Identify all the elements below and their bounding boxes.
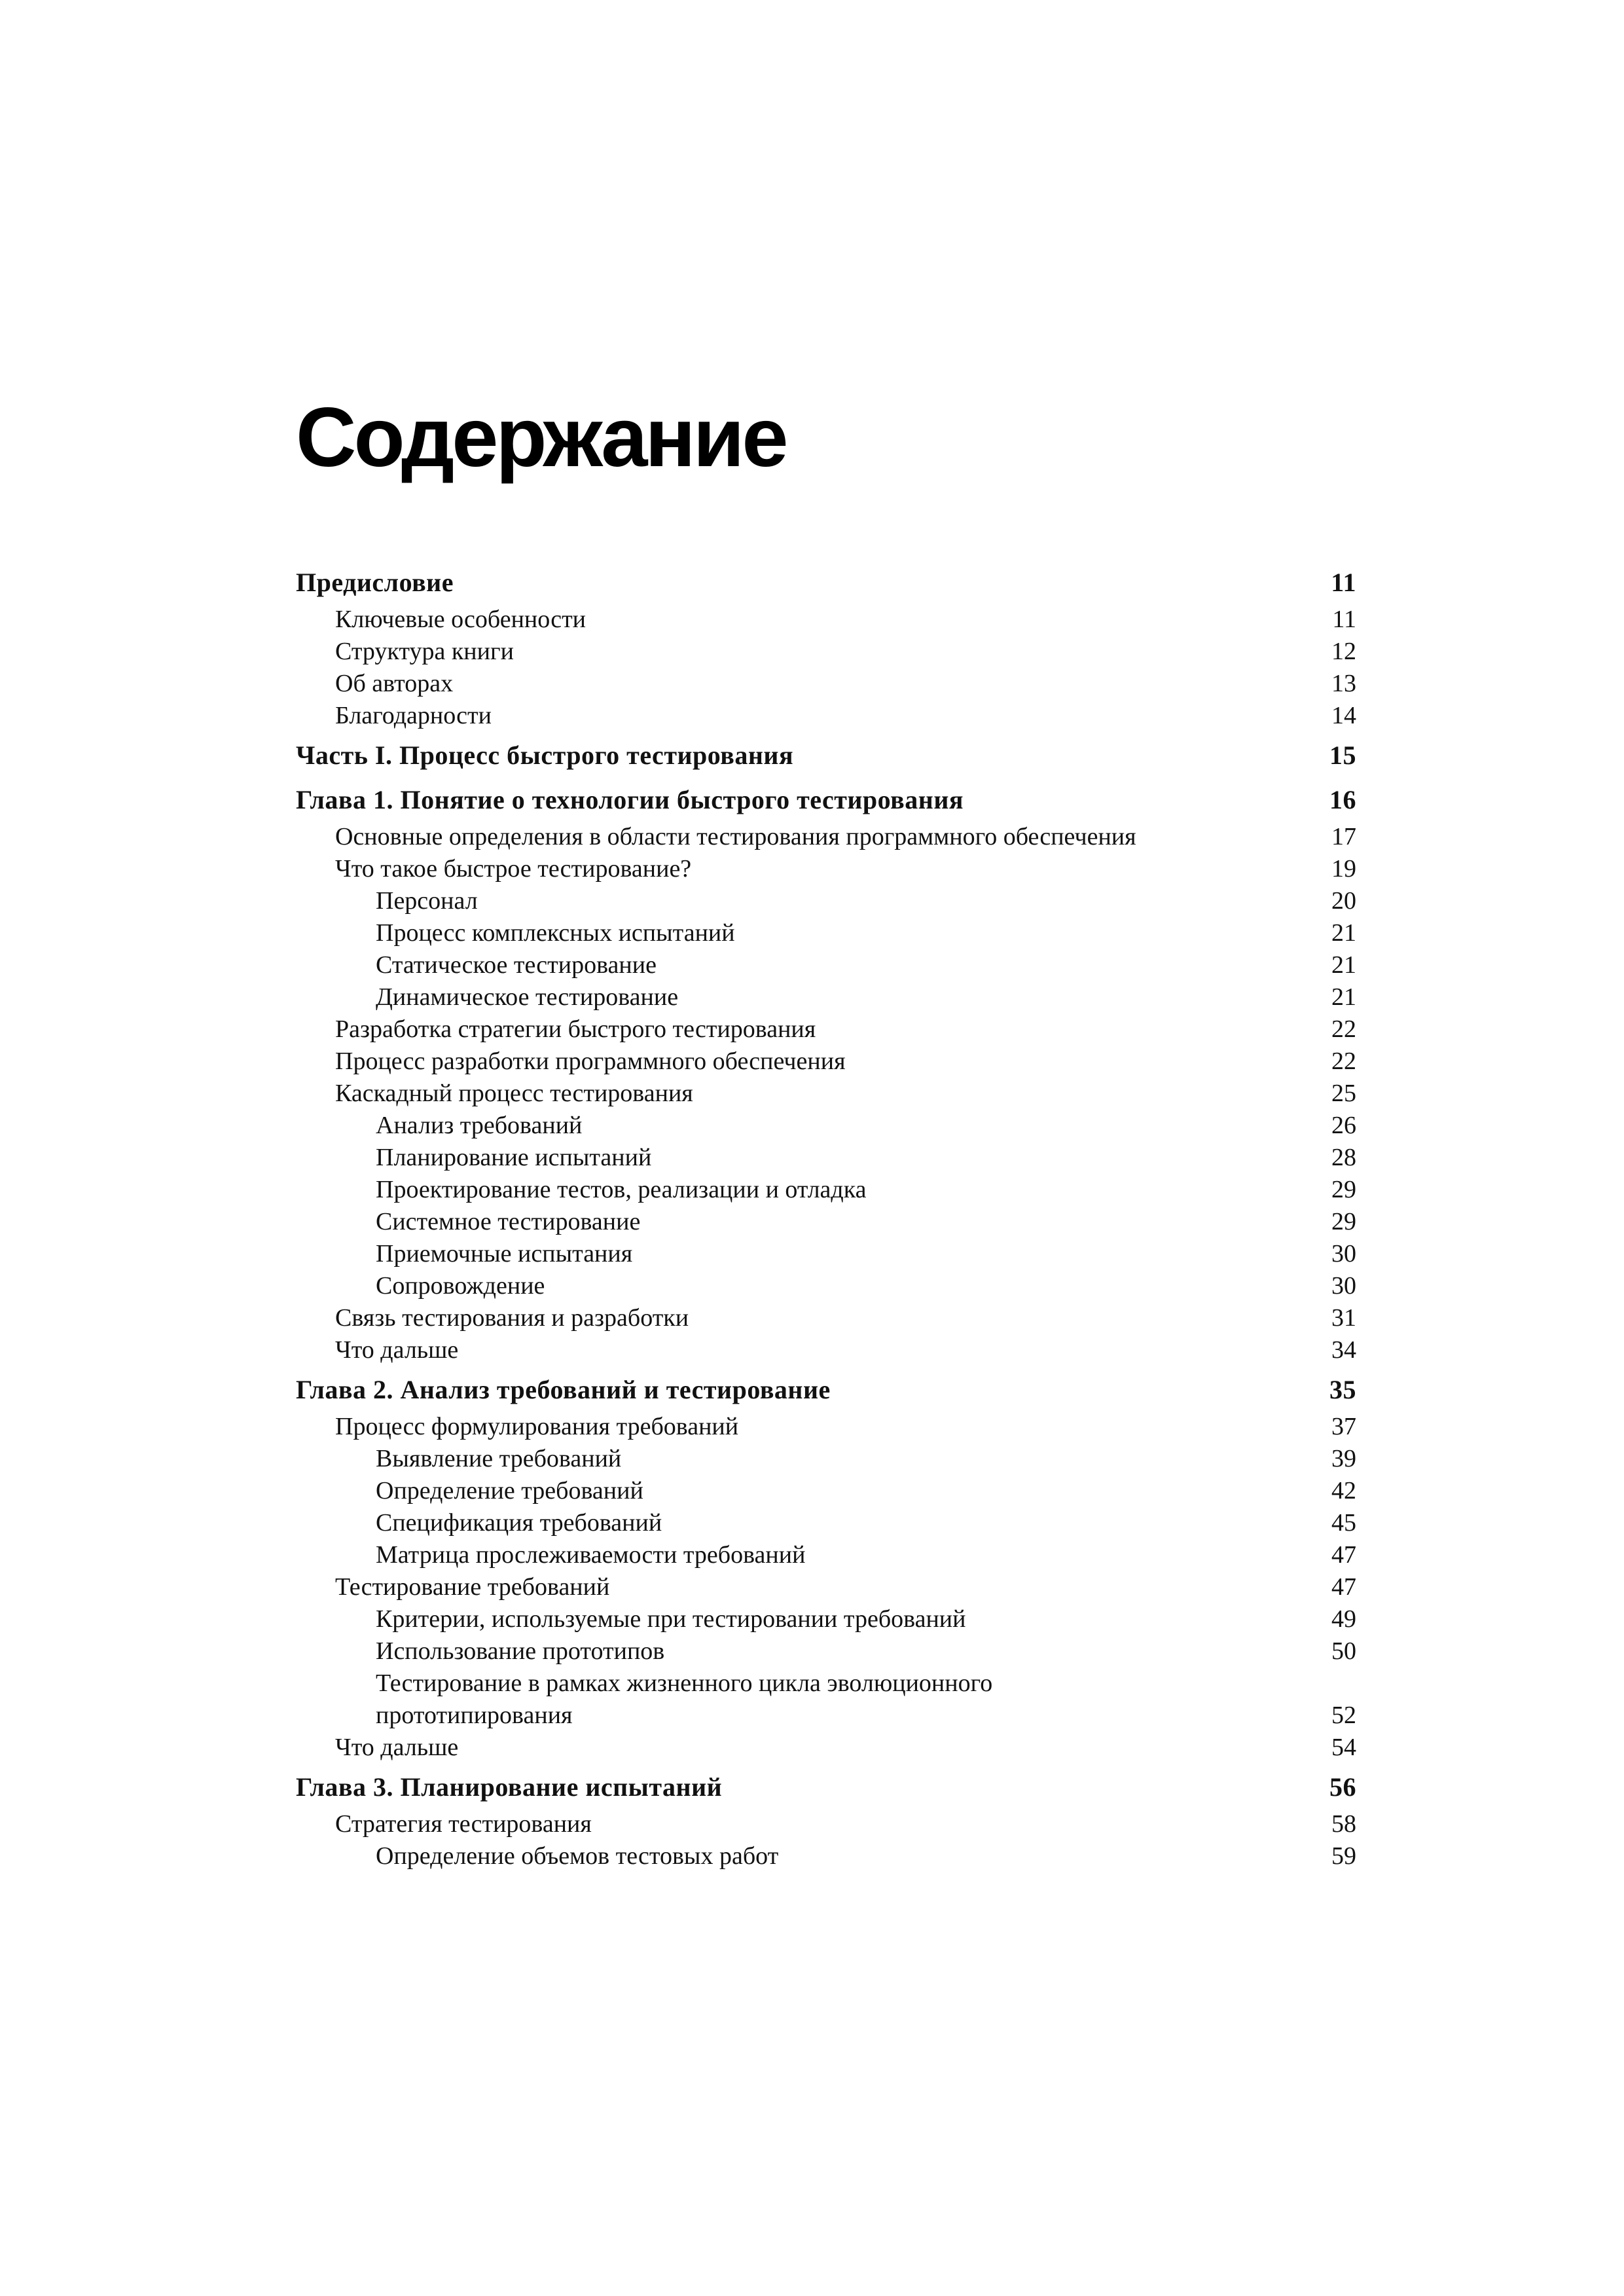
toc-chapter-entry[interactable] xyxy=(296,1766,1356,1808)
toc-entry[interactable] xyxy=(296,1443,1356,1475)
toc-section-entry[interactable] xyxy=(296,562,1356,604)
toc-entry-label: Что дальше xyxy=(335,1734,459,1761)
toc-entry-page: 37 xyxy=(1331,1413,1356,1440)
toc-entry-page: 12 xyxy=(1331,638,1356,665)
toc-entry-label: Стратегия тестирования xyxy=(335,1810,592,1838)
toc-entry-label: Часть I. Процесс быстрого тестирования xyxy=(296,740,794,770)
toc-entry[interactable] xyxy=(296,1732,1356,1764)
toc-entry-label: Сопровождение xyxy=(376,1272,545,1300)
toc-entry-label: Связь тестирования и разработки xyxy=(335,1304,689,1332)
toc-entry[interactable] xyxy=(296,1475,1356,1507)
toc-entry-label: Процесс формулирования требований xyxy=(335,1413,739,1440)
toc-entry-page: 21 xyxy=(1331,919,1356,947)
toc-entry[interactable] xyxy=(296,1238,1356,1270)
toc-entry-label: Тестирование требований xyxy=(335,1573,610,1601)
toc-entry-label: Об авторах xyxy=(335,670,454,697)
toc-entry-page: 30 xyxy=(1331,1272,1356,1300)
toc-entry[interactable] xyxy=(296,1206,1356,1238)
page-title: Содержание xyxy=(296,391,786,484)
toc-entry[interactable] xyxy=(296,1110,1356,1142)
toc-entry-page: 19 xyxy=(1331,855,1356,883)
toc-entry-label: Структура книги xyxy=(335,638,514,665)
toc-entry-label: Статическое тестирование xyxy=(376,951,657,979)
toc-entry-label xyxy=(296,1667,1148,1732)
toc-entry-label-line1: Тестирование в рамках жизненного цикла эволюционного xyxy=(376,1669,993,1697)
toc-entry[interactable] xyxy=(296,1270,1356,1302)
toc-entry-page: 39 xyxy=(1331,1445,1356,1472)
toc-entry-label-line2: прототипирования xyxy=(376,1702,573,1729)
toc-entry[interactable] xyxy=(296,668,1356,700)
toc-entry-page: 15 xyxy=(1329,740,1356,770)
toc-entry-label: Что дальше xyxy=(335,1336,459,1364)
toc-entry[interactable] xyxy=(296,1142,1356,1174)
toc-entry-page: 17 xyxy=(1331,823,1356,850)
toc-entry-page: 11 xyxy=(1332,606,1356,633)
toc-entry-page: 50 xyxy=(1331,1637,1356,1665)
toc-entry-label: Глава 1. Понятие о технологии быстрого тестирования xyxy=(296,785,964,814)
toc-entry-page: 29 xyxy=(1331,1176,1356,1203)
toc-entry-page: 11 xyxy=(1331,568,1356,597)
toc-entry-label: Благодарности xyxy=(335,702,492,729)
toc-entry-page: 20 xyxy=(1331,887,1356,915)
toc-entry-page: 47 xyxy=(1331,1541,1356,1569)
toc-entry-label: Глава 3. Планирование испытаний xyxy=(296,1772,723,1802)
toc-entry-label: Спецификация требований xyxy=(376,1509,662,1537)
toc-entry-label: Использование прототипов xyxy=(376,1637,665,1665)
toc-entry[interactable] xyxy=(296,1603,1356,1635)
toc-entry-label: Разработка стратегии быстрого тестирования xyxy=(335,1015,816,1043)
toc-entry-label: Проектирование тестов, реализации и отладка xyxy=(376,1176,867,1203)
toc-entry[interactable] xyxy=(296,700,1356,732)
toc-entry-label: Основные определения в области тестирования программного обеспечения xyxy=(335,823,1136,850)
toc-entry[interactable] xyxy=(296,1635,1356,1667)
toc-entry[interactable] xyxy=(296,1013,1356,1046)
toc-entry[interactable] xyxy=(296,604,1356,636)
toc-entry-page: 49 xyxy=(1331,1605,1356,1633)
toc-entry[interactable] xyxy=(296,1808,1356,1840)
toc-entry-label: Приемочные испытания xyxy=(376,1240,633,1267)
toc-entry-label: Динамическое тестирование xyxy=(376,983,679,1011)
toc-entry[interactable] xyxy=(296,1840,1356,1872)
toc-entry[interactable] xyxy=(296,821,1356,853)
toc-entry-page: 54 xyxy=(1331,1734,1356,1761)
toc-entry[interactable] xyxy=(296,885,1356,917)
toc-entry[interactable] xyxy=(296,1334,1356,1366)
toc-entry-label: Планирование испытаний xyxy=(376,1144,652,1171)
toc-entry-page: 31 xyxy=(1331,1304,1356,1332)
toc-entry[interactable] xyxy=(296,636,1356,668)
toc-entry-label: Определение требований xyxy=(376,1477,643,1504)
toc-entry-page: 45 xyxy=(1331,1509,1356,1537)
toc-entry-page: 28 xyxy=(1331,1144,1356,1171)
toc-entry-page: 22 xyxy=(1331,1015,1356,1043)
toc-entry-page: 56 xyxy=(1329,1772,1356,1802)
toc-entry-label: Процесс комплексных испытаний xyxy=(376,919,735,947)
toc-entry-label: Что такое быстрое тестирование? xyxy=(335,855,692,883)
toc-entry-label: Глава 2. Анализ требований и тестирование xyxy=(296,1375,831,1404)
toc-entry-label: Выявление требований xyxy=(376,1445,622,1472)
toc-entry-page: 22 xyxy=(1331,1048,1356,1075)
toc-entry-page: 13 xyxy=(1331,670,1356,697)
toc-part-entry[interactable] xyxy=(296,735,1356,776)
toc-entry[interactable] xyxy=(296,917,1356,949)
toc-entry-label: Каскадный процесс тестирования xyxy=(335,1080,693,1107)
toc-entry-page: 47 xyxy=(1331,1573,1356,1601)
toc-chapter-entry[interactable] xyxy=(296,1369,1356,1411)
toc-entry-page: 25 xyxy=(1331,1080,1356,1107)
toc-entry[interactable] xyxy=(296,949,1356,981)
toc-entry-page: 16 xyxy=(1329,785,1356,814)
toc-entry-label: Матрица прослеживаемости требований xyxy=(376,1541,806,1569)
toc-entry-page: 52 xyxy=(1331,1702,1356,1729)
toc-entry-label: Критерии, используемые при тестировании требований xyxy=(376,1605,966,1633)
toc-entry-label: Процесс разработки программного обеспечения xyxy=(335,1048,846,1075)
toc-entry-page: 59 xyxy=(1331,1842,1356,1870)
toc-entry-page: 34 xyxy=(1331,1336,1356,1364)
toc-entry[interactable] xyxy=(296,1078,1356,1110)
toc-entry[interactable] xyxy=(296,1046,1356,1078)
toc-entry-label: Персонал xyxy=(376,887,478,915)
toc-entry[interactable] xyxy=(296,981,1356,1013)
toc-entry-page: 35 xyxy=(1329,1375,1356,1404)
toc-entry[interactable] xyxy=(296,1507,1356,1539)
toc-entry-page: 21 xyxy=(1331,951,1356,979)
toc-entry-label: Определение объемов тестовых работ xyxy=(376,1842,779,1870)
toc-entry-page: 58 xyxy=(1331,1810,1356,1838)
toc-entry-label: Предисловие xyxy=(296,568,454,597)
toc-entry[interactable] xyxy=(296,1174,1356,1206)
toc-entry-page: 42 xyxy=(1331,1477,1356,1504)
toc-entry[interactable] xyxy=(296,1411,1356,1443)
toc-entry-page: 21 xyxy=(1331,983,1356,1011)
toc-entry[interactable] xyxy=(296,1302,1356,1334)
toc-entry[interactable] xyxy=(296,1571,1356,1603)
toc-entry-page: 30 xyxy=(1331,1240,1356,1267)
toc-entry[interactable] xyxy=(296,853,1356,885)
toc-entry[interactable] xyxy=(296,1539,1356,1571)
toc-chapter-entry[interactable] xyxy=(296,779,1356,821)
toc-entry[interactable] xyxy=(296,1667,1356,1732)
toc-entry-label: Анализ требований xyxy=(376,1112,583,1139)
toc-entry-page: 26 xyxy=(1331,1112,1356,1139)
toc-entry-label: Системное тестирование xyxy=(376,1208,641,1235)
toc-entry-label: Ключевые особенности xyxy=(335,606,586,633)
table-of-contents xyxy=(296,562,1356,1872)
toc-entry-page: 14 xyxy=(1331,702,1356,729)
toc-entry-page: 29 xyxy=(1331,1208,1356,1235)
